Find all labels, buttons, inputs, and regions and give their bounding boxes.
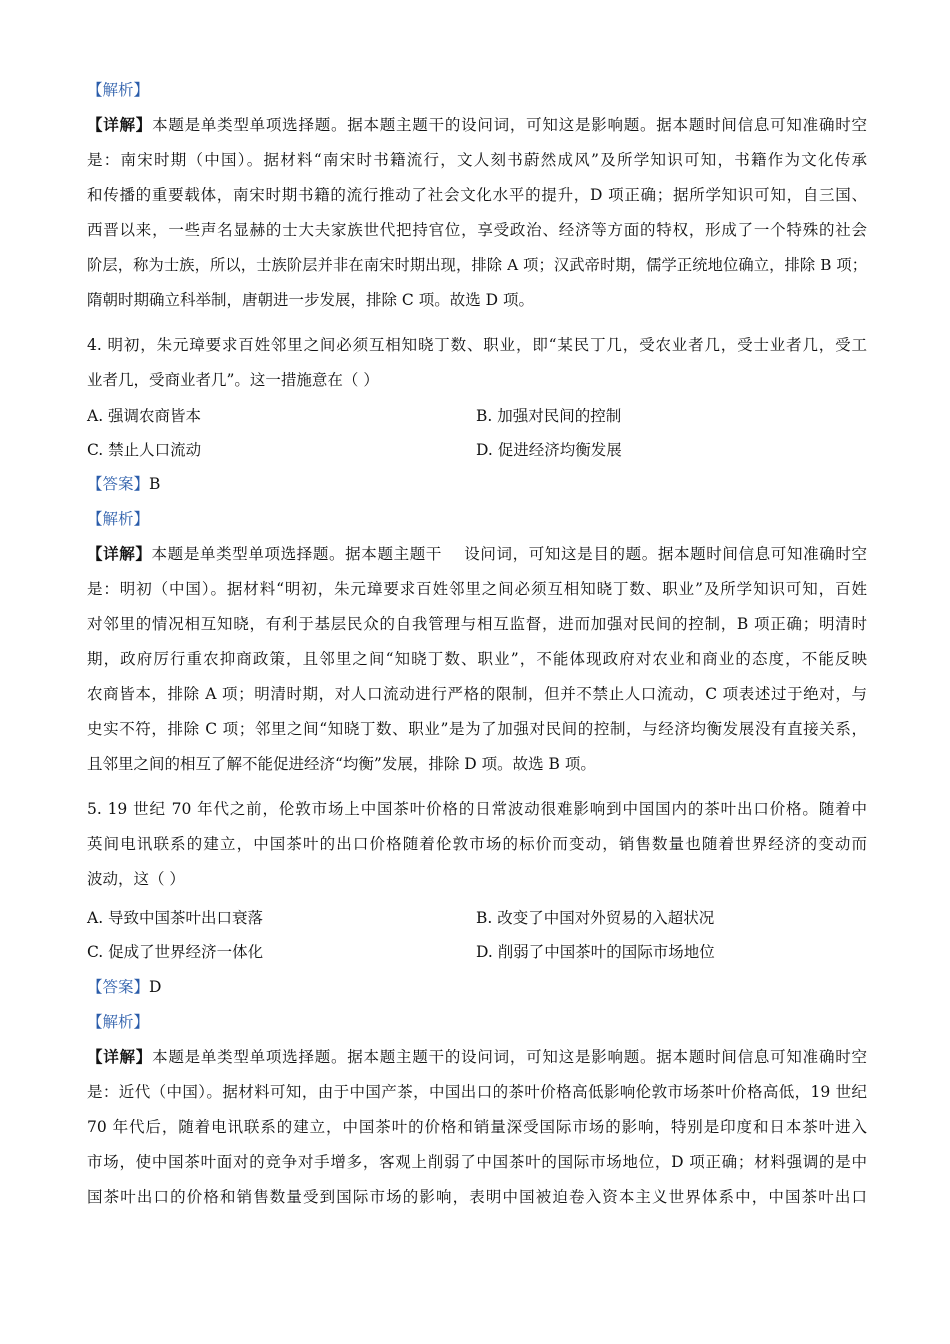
q4-option-a: A. 强调农商皆本 bbox=[87, 407, 202, 425]
q5-stem-line: 英间电讯联系的建立，中国茶叶的出口价格随着伦敦市场的标价而变动，销售数量也随着世界经济的变动而 bbox=[87, 835, 867, 853]
q4-option-c: C. 禁止人口流动 bbox=[87, 441, 202, 459]
q4-detail-line: 且邻里之间的相互了解不能促进经济“均衡”发展，排除 D 项。故选 B 项。 bbox=[87, 755, 596, 773]
detail-text: 本题是单类型单项选择题。据本题主题干的设问词，可知这是影响题。据本题时间信息可知准确时空 bbox=[152, 116, 867, 134]
q4-detail-line: 农商皆本，排除 A 项；明清时期，对人口流动进行严格的限制，但并不禁止人口流动，C 项表述过于绝对，与 bbox=[87, 685, 867, 703]
q4-option-b: B. 加强对民间的控制 bbox=[476, 407, 622, 425]
q5-option-b: B. 改变了中国对外贸易的入超状况 bbox=[476, 909, 715, 927]
q5-option-d: D. 削弱了中国茶叶的国际市场地位 bbox=[476, 943, 715, 961]
q3-analysis-heading bbox=[87, 79, 867, 101]
q4-analysis-heading bbox=[87, 508, 867, 530]
q4-detail-line: 是：明初（中国）。据材料“明初，朱元璋要求百姓邻里之间必须互相知晓丁数、职业”及所学知识可知，百姓 bbox=[87, 580, 867, 598]
answer-tag: 【答案】 bbox=[87, 475, 150, 493]
q3-detail-line: 隋朝时期确立科举制，唐朝进一步发展，排除 C 项。故选 D 项。 bbox=[87, 291, 534, 309]
q4-option-d: D. 促进经济均衡发展 bbox=[476, 441, 622, 459]
q3-detail-line: 是：南宋时期（中国）。据材料“南宋时书籍流行，文人刻书蔚然成风”及所学知识可知，书籍作为文化传承 bbox=[87, 151, 867, 169]
detail-text: 本题是单类型单项选择题。据本题主题干的设问词，可知这是影响题。据本题时间信息可知准确时空 bbox=[152, 1048, 867, 1066]
detail-tag: 【详解】 bbox=[87, 1047, 153, 1066]
q5-detail-line: 70 年代后，随着电讯联系的建立，中国茶叶的价格和销量深受国际市场的影响，特别是印度和日本茶叶进入 bbox=[87, 1118, 867, 1136]
q5-detail-line bbox=[87, 1046, 867, 1068]
q4-detail-line bbox=[87, 543, 867, 565]
analysis-tag: 【解析】 bbox=[87, 510, 150, 528]
answer-value: B bbox=[149, 475, 161, 493]
q5-option-c: C. 促成了世界经济一体化 bbox=[87, 943, 264, 961]
q5-analysis-heading bbox=[87, 1011, 867, 1033]
q3-detail-line: 西晋以来，一些声名显赫的士大夫家族世代把持官位，享受政治、经济等方面的特权，形成了一个特殊的社会 bbox=[87, 221, 867, 239]
analysis-tag: 【解析】 bbox=[87, 1013, 150, 1031]
answer-tag: 【答案】 bbox=[87, 978, 150, 996]
q4-stem-line: 4. 明初，朱元璋要求百姓邻里之间必须互相知晓丁数、职业，即“某民丁几，受农业者几，受士业者几，受工 bbox=[87, 336, 867, 354]
q3-detail-line: 和传播的重要载体，南宋时期书籍的流行推动了社会文化水平的提升，D 项正确；据所学知识可知，自三国、 bbox=[87, 186, 867, 204]
q4-stem-line: 业者几，受商业者几”。这一措施意在（ ） bbox=[87, 371, 379, 389]
q4-answer bbox=[87, 473, 867, 495]
q5-detail-line: 市场，使中国茶叶面对的竞争对手增多，客观上削弱了中国茶叶的国际市场地位，D 项正确；材料强调的是中 bbox=[87, 1153, 867, 1171]
q5-stem-line: 波动，这（ ） bbox=[87, 870, 185, 888]
analysis-tag: 【解析】 bbox=[87, 81, 150, 99]
q3-detail-line: 阶层，称为士族，所以，士族阶层并非在南宋时期出现，排除 A 项；汉武帝时期，儒学正统地位确立，排除 B 项； bbox=[87, 256, 867, 274]
detail-tag: 【详解】 bbox=[87, 115, 153, 134]
q5-answer bbox=[87, 976, 867, 998]
q4-detail-line: 对邻里的情况相互知晓，有利于基层民众的自我管理与相互监督，进而加强对民间的控制，B 项正确；明清时 bbox=[87, 615, 867, 633]
detail-tag: 【详解】 bbox=[87, 544, 152, 563]
q5-option-a: A. 导致中国茶叶出口衰落 bbox=[87, 909, 264, 927]
q5-stem-line: 5. 19 世纪 70 年代之前，伦敦市场上中国茶叶价格的日常波动很难影响到中国国内的茶叶出口价格。随着中 bbox=[87, 800, 867, 818]
q3-detail-line bbox=[87, 114, 867, 136]
detail-text: 本题是单类型单项选择题。据本题主题干 设问词，可知这是目的题。据本题时间信息可知准确时空 bbox=[151, 545, 867, 563]
q4-detail-line: 史实不符，排除 C 项；邻里之间“知晓丁数、职业”是为了加强对民间的控制，与经济均衡发展没有直接关系， bbox=[87, 720, 867, 738]
answer-value: D bbox=[149, 978, 162, 996]
q5-detail-line: 国茶叶出口的价格和销售数量受到国际市场的影响，表明中国被迫卷入资本主义世界体系中，中国茶叶出口 bbox=[87, 1188, 867, 1206]
q5-detail-line: 是：近代（中国）。据材料可知，由于中国产茶，中国出口的茶叶价格高低影响伦敦市场茶叶价格高低，19 世纪 bbox=[87, 1083, 867, 1101]
q4-detail-line: 期，政府厉行重农抑商政策，且邻里之间“知晓丁数、职业”，不能体现政府对农业和商业的态度，不能反映 bbox=[87, 650, 867, 668]
